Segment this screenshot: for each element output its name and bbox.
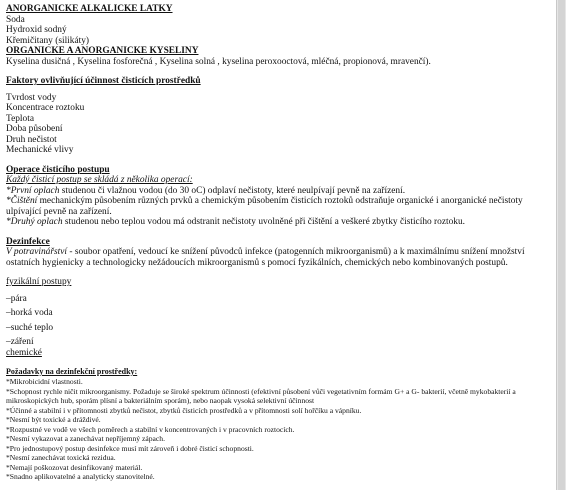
requirement-item: *Nesmí vykazovat a zanechávat nepříjemný zápach.	[6, 434, 165, 443]
scrollbar-thumb[interactable]	[558, 0, 565, 490]
requirement-item: *Pro jednostupový postup desinfekce musí mít zároveň i dobré čisticí schopnosti.	[6, 443, 254, 453]
physical-item: –suché teplo	[6, 322, 54, 333]
requirement-item: *Účinné a stabilní i v přítomnosti zbytků nečistot, zbytků čisticích prostředků a v přítomnosti solí hořčíku a vápníku.	[6, 405, 362, 415]
physical-item: –pára	[6, 293, 27, 304]
factor-item: Mechanické vlivy	[6, 145, 74, 155]
alkaline-item: Křemičitany (silikáty)	[6, 35, 90, 46]
operations-subheading: Každý čisticí postup se skládá z několika operací:	[6, 175, 193, 185]
operation-second-rinse	[6, 217, 552, 228]
heading-physical-methods: fyzikální postupy	[6, 277, 72, 287]
requirement-item: *Nesmí zanechávat toxická rezidua.	[6, 453, 116, 462]
heading-operations: Operace čisticího postupu	[6, 164, 110, 175]
heading-factors: Faktory ovlivňující účinnost čisticích prostředků	[6, 76, 201, 86]
vertical-scrollbar[interactable]	[556, 0, 566, 490]
operation-first-rinse	[6, 186, 552, 197]
factor-item: Teplota	[6, 113, 34, 124]
disinfection-definition	[6, 247, 552, 268]
factor-item: Tvrdost vody	[6, 92, 57, 103]
alkaline-item: Soda	[6, 14, 25, 25]
factor-item: Druh nečistot	[6, 134, 57, 145]
term-first-rinse: *První oplach	[6, 185, 60, 196]
operation-cleaning	[6, 196, 552, 217]
second-rinse-text: studenou nebo teplou vodou má odstranit nečistoty uvolněné při čištění a veškeré zbytky čisticího roztoku.	[62, 217, 466, 227]
term-second-rinse: *Druhý oplach	[6, 217, 63, 227]
requirement-item: *Nemají poškozovat desinfikovaný materiál.	[6, 462, 143, 472]
alkaline-item: Hydroxid sodný	[6, 25, 67, 35]
heading-requirements: Požadavky na dezinfekční prostředky:	[6, 367, 138, 376]
heading-acids: ORGANICKE A ANORGANICKE KYSELINY	[6, 46, 199, 56]
first-rinse-text: studenou či vlažnou vodou (do 30 oC) odplaví nečistoty, které neulpívají pevně na zařízení.	[59, 185, 406, 196]
factor-item: Koncentrace roztoku	[6, 103, 85, 113]
chemical-methods: chemické	[6, 347, 42, 358]
requirement-item: *Snadno aplikovatelné a analyticky stanovitelné.	[6, 472, 155, 481]
acids-list: Kyselina dusičná , Kyselina fosforečná , Kyselina solná , kyselina peroxooctová, mléčná, propionová, mravenčí).	[6, 56, 431, 67]
heading-disinfection: Dezinfekce	[6, 236, 50, 247]
definition-text: - soubor opatření, vedoucí ke snížení původců infekce (patogenních mikroorganismů) a k maximálnímu snížení množství ostatních hygienicky a technologicky nežádoucích mikroorganismů s pomocí fyzikálních, chemických nebo kombinovaných postupů.	[6, 247, 525, 268]
physical-item: –záření	[6, 337, 34, 347]
requirement-item: *Nesmí být toxické a dráždivé.	[6, 415, 101, 424]
cleaning-text: mechanickým působením různých prvků a chemickým působením čisticích roztoků odstraňuje organické i anorganické nečistoty ulpívající pevně na zařízení.	[6, 196, 523, 217]
heading-alkaline: ANORGANICKE ALKALICKE LATKY	[6, 4, 173, 14]
document-content	[6, 4, 552, 482]
requirement-item: *Rozpustné ve vodě ve všech poměrech a stabilní v koncentrovaných i v pracovních roztocích.	[6, 424, 295, 434]
requirement-item: *Mikrobicidní vlastnosti.	[6, 377, 83, 386]
term-cleaning: *Čištění	[6, 196, 38, 206]
term-food-industry: V potravinářství	[6, 247, 68, 257]
requirement-item: *Schopnost rychle ničit mikroorganismy. Požaduje se široké spektrum účinnosti (efektivní působení vůči vegetativním formám G+ a G- bakterií, včetně mykobakterií a mikroskopických hub, sporám plísní a bakteriálním sporám), nebo naopak vysoká selektivní účinnost	[6, 386, 516, 405]
physical-item: –horká voda	[6, 308, 53, 318]
factor-item: Doba působení	[6, 124, 63, 134]
